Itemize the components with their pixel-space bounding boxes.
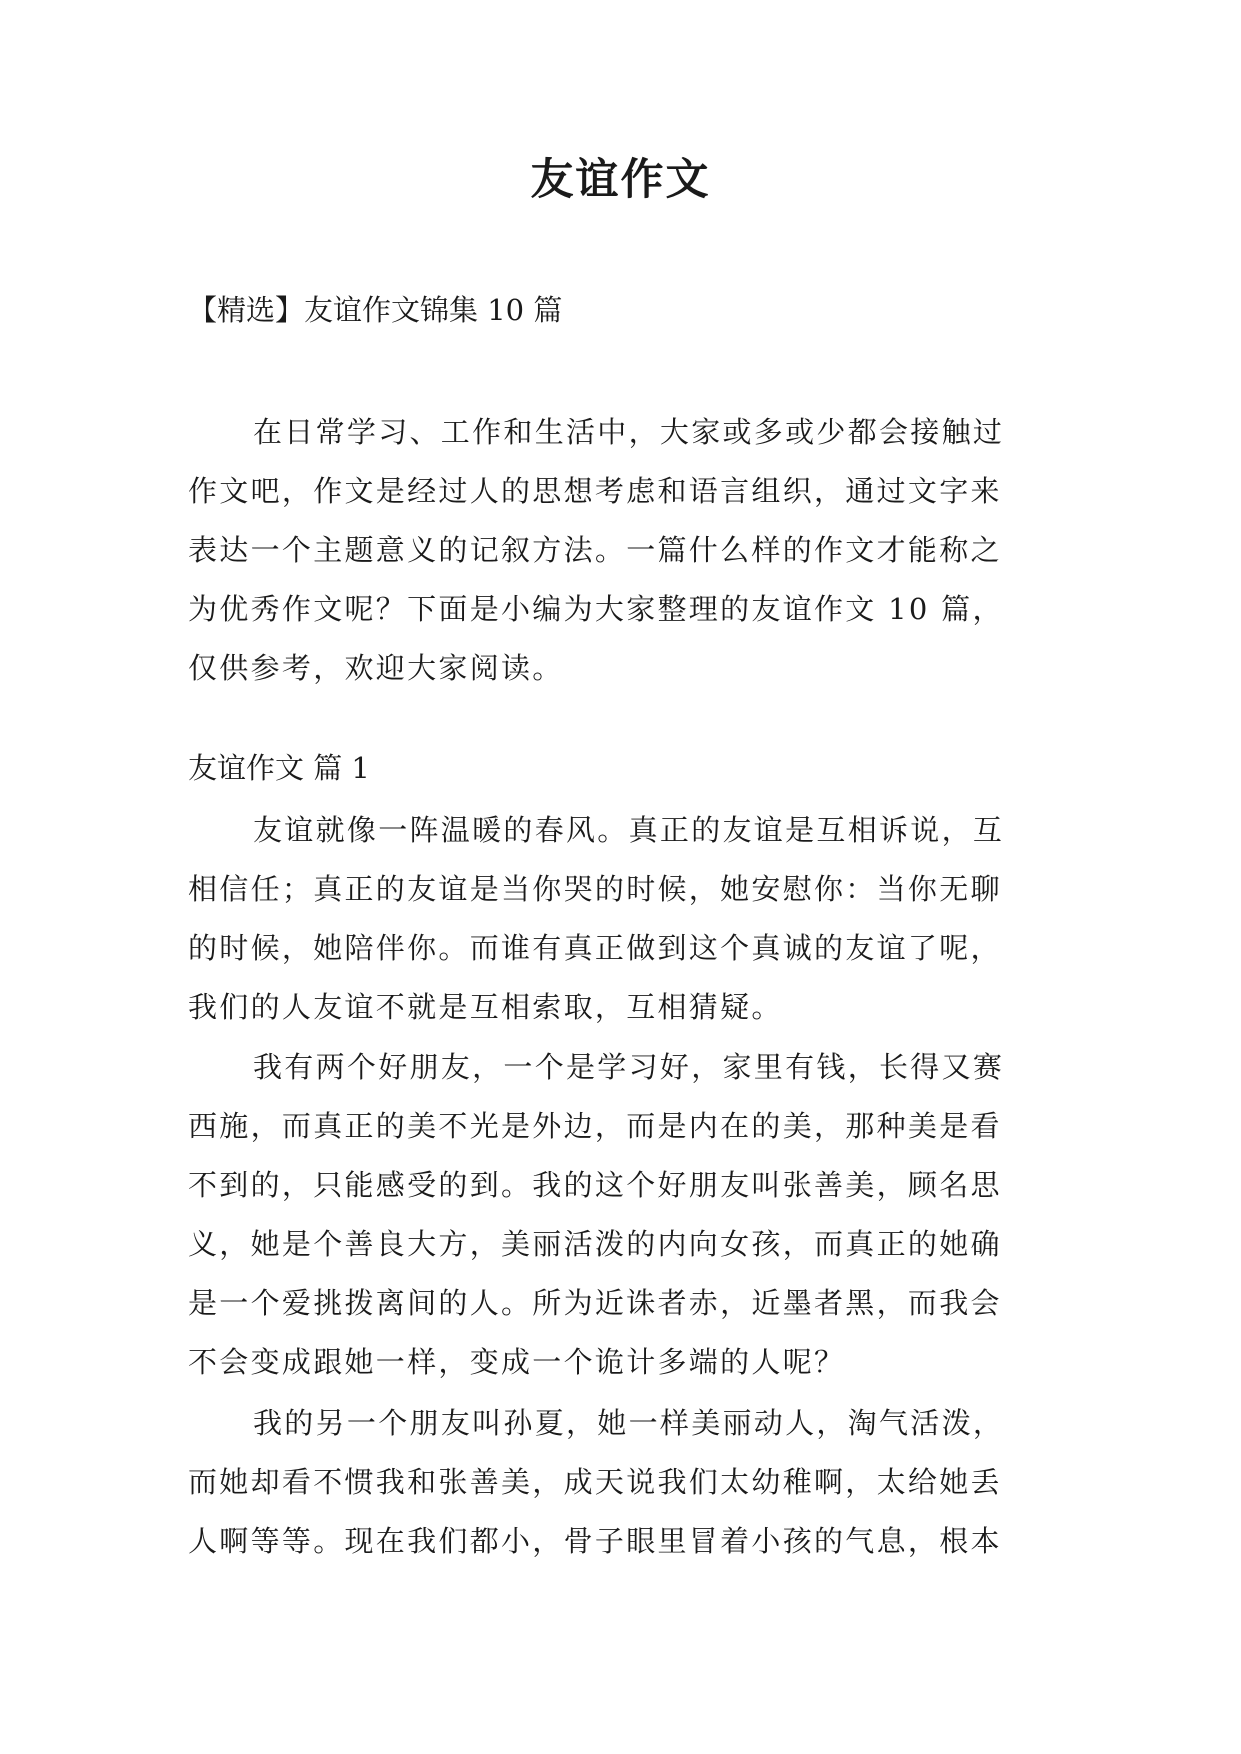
paragraph-line: 而她却看不惯我和张善美，成天说我们太幼稚啊，太给她丢 [188, 1465, 1002, 1499]
section-heading: 友谊作文 篇 1 [188, 751, 370, 785]
document-title: 友谊作文 [530, 155, 711, 205]
paragraph-line: 义，她是个善良大方，美丽活泼的内向女孩，而真正的她确 [188, 1227, 1002, 1261]
paragraph-line: 是一个爱挑拨离间的人。所为近诛者赤，近墨者黑，而我会 [188, 1286, 1002, 1320]
intro-line: 在日常学习、工作和生活中，大家或多或少都会接触过 [253, 415, 1005, 449]
paragraph-line: 不到的，只能感受的到。我的这个好朋友叫张善美，顾名思 [188, 1168, 1002, 1202]
intro-line: 表达一个主题意义的记叙方法。一篇什么样的作文才能称之 [188, 533, 1002, 567]
paragraph-line: 不会变成跟她一样，变成一个诡计多端的人呢？ [188, 1345, 846, 1379]
intro-line: 作文吧，作文是经过人的思想考虑和语言组织，通过文字来 [188, 474, 1002, 508]
paragraph-line: 的时候，她陪伴你。而谁有真正做到这个真诚的友谊了呢， [188, 931, 1002, 965]
paragraph-line: 我有两个好朋友，一个是学习好，家里有钱，长得又赛 [253, 1050, 1005, 1084]
intro-line: 仅供参考，欢迎大家阅读。 [188, 651, 564, 685]
paragraph-line: 友谊就像一阵温暖的春风。真正的友谊是互相诉说，互 [253, 813, 1005, 847]
paragraph-line: 人啊等等。现在我们都小，骨子眼里冒着小孩的气息，根本 [188, 1524, 1002, 1558]
paragraph-line: 相信任；真正的友谊是当你哭的时候，她安慰你：当你无聊 [188, 872, 1002, 906]
intro-line: 为优秀作文呢？下面是小编为大家整理的友谊作文 10 篇， [188, 592, 1004, 626]
paragraph-line: 西施，而真正的美不光是外边，而是内在的美，那种美是看 [188, 1109, 1002, 1143]
paragraph-line: 我们的人友谊不就是互相索取，互相猜疑。 [188, 990, 783, 1024]
paragraph-line: 我的另一个朋友叫孙夏，她一样美丽动人，淘气活泼， [253, 1406, 1005, 1440]
document-subtitle: 【精选】友谊作文锦集 10 篇 [188, 293, 563, 327]
